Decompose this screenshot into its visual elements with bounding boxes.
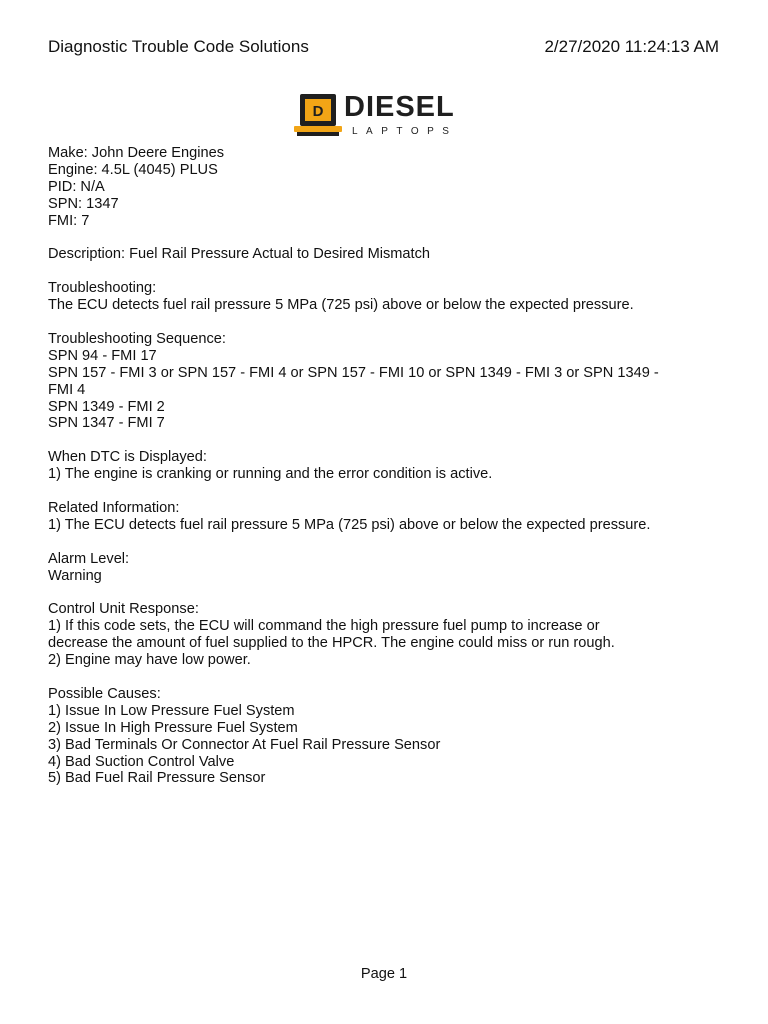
list-item: 3) Bad Terminals Or Connector At Fuel Rail Pressure Sensor <box>48 736 441 753</box>
description-line: Description: Fuel Rail Pressure Actual to Desired Mismatch <box>48 246 431 263</box>
text-line: 2) Engine may have low power. <box>48 652 251 669</box>
description-section <box>48 246 720 263</box>
possible-causes-section <box>48 686 720 787</box>
section-heading: When DTC is Displayed: <box>48 449 207 466</box>
make-line: Make: John Deere Engines <box>48 145 225 161</box>
section-heading: Control Unit Response: <box>48 601 199 618</box>
text-line: SPN 94 - FMI 17 <box>48 347 157 364</box>
text-line: The ECU detects fuel rail pressure 5 MPa (725 psi) above or below the expected pressure. <box>48 297 634 314</box>
engine-line: Engine: 4.5L (4045) PLUS <box>48 161 218 178</box>
section-heading: Related Information: <box>48 499 180 516</box>
pid-line: PID: N/A <box>48 178 105 195</box>
print-timestamp: 2/27/2020 11:24:13 AM <box>544 37 719 56</box>
text-line: 1) The ECU detects fuel rail pressure 5 MPa (725 psi) above or below the expected pressure. <box>48 516 651 533</box>
control-unit-response-section <box>48 601 720 669</box>
text-line: 1) If this code sets, the ECU will command the high pressure fuel pump to increase or <box>48 618 600 635</box>
list-item: 2) Issue In High Pressure Fuel System <box>48 719 298 736</box>
fmi-line: FMI: 7 <box>48 212 90 229</box>
when-displayed-section <box>48 449 720 483</box>
troubleshooting-sequence-section <box>48 331 720 432</box>
text-line: FMI 4 <box>48 381 86 398</box>
troubleshooting-section <box>48 280 720 314</box>
section-heading: Possible Causes: <box>48 685 161 702</box>
logo-sub-text: LAPTOPS <box>352 126 458 137</box>
list-item: 1) Issue In Low Pressure Fuel System <box>48 702 295 719</box>
document-title: Diagnostic Trouble Code Solutions <box>48 37 309 56</box>
diesel-laptops-logo <box>294 92 474 140</box>
logo-laptop-base-icon <box>294 126 342 132</box>
text-line: Warning <box>48 567 102 584</box>
vehicle-info-section <box>48 145 720 230</box>
text-line: decrease the amount of fuel supplied to the HPCR. The engine could miss or run rough. <box>48 635 615 652</box>
text-line: SPN 157 - FMI 3 or SPN 157 - FMI 4 or SPN 157 - FMI 10 or SPN 1349 - FMI 3 or SPN 1349 - <box>48 364 659 381</box>
list-item: 4) Bad Suction Control Valve <box>48 753 235 770</box>
page-number: Page 1 <box>360 966 408 982</box>
dtc-content <box>48 145 720 787</box>
text-line: SPN 1347 - FMI 7 <box>48 415 165 432</box>
logo-badge-letter: D <box>312 103 324 120</box>
logo-brand-text: DIESEL <box>344 92 455 123</box>
related-information-section <box>48 500 720 534</box>
section-heading: Alarm Level: <box>48 550 130 567</box>
alarm-level-section <box>48 551 720 585</box>
text-line: SPN 1349 - FMI 2 <box>48 398 165 415</box>
section-heading: Troubleshooting Sequence: <box>48 330 226 347</box>
section-heading: Troubleshooting: <box>48 280 157 297</box>
text-line: 1) The engine is cranking or running and the error condition is active. <box>48 466 493 483</box>
list-item: 5) Bad Fuel Rail Pressure Sensor <box>48 770 266 787</box>
spn-line: SPN: 1347 <box>48 195 119 212</box>
